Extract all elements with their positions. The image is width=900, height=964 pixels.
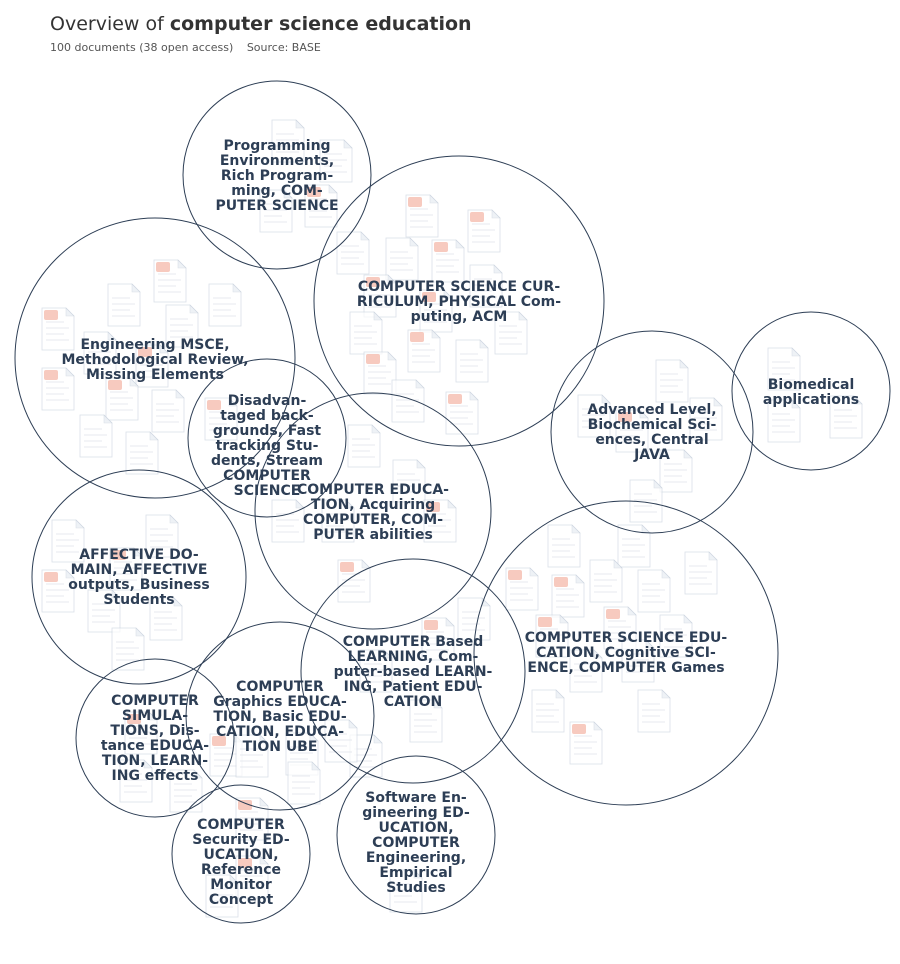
paper-fold [430, 195, 438, 203]
paper-fold [446, 618, 454, 626]
document-count: 100 documents (38 open access) [50, 41, 234, 54]
cluster-label-line: TIONS, Dis- [110, 723, 200, 739]
paper-fold [150, 432, 158, 440]
cluster-label-line: PUTER abilities [313, 527, 433, 543]
cluster-label-line: Graphics EDUCA- [213, 694, 347, 710]
paper-icon [42, 368, 74, 410]
paper-fold [480, 340, 488, 348]
paper-fold [416, 380, 424, 388]
cluster-label [297, 482, 449, 543]
cluster-label-line: COMPUTER [372, 835, 460, 851]
cluster-label-line: TION, Acquiring [310, 497, 436, 513]
paper-icon [364, 352, 396, 394]
paper-fold [233, 284, 241, 292]
cluster-label-line: COMPUTER, COM- [303, 512, 443, 528]
paper-fold [410, 238, 418, 246]
paper-icon [638, 570, 670, 612]
paper-fold [572, 525, 580, 533]
paper-fold [456, 240, 464, 248]
cluster-label-line: MAIN, AFFECTIVE [70, 562, 208, 578]
cluster-label-line: ENCE, COMPUTER Games [527, 660, 725, 676]
cluster-label-line: ences, Central [595, 432, 709, 448]
open-access-icon [434, 242, 448, 252]
paper-fold [556, 690, 564, 698]
paper-icon [337, 232, 369, 274]
paper-fold [176, 390, 184, 398]
cluster-biomedical[interactable] [732, 312, 890, 470]
cluster-software-engineering[interactable] [337, 756, 495, 914]
open-access-icon [554, 577, 568, 587]
cluster-label [334, 634, 493, 710]
paper-icon [338, 560, 370, 602]
paper-fold [662, 690, 670, 698]
paper-icon [570, 722, 602, 764]
cluster-label [525, 630, 728, 676]
paper-fold [178, 260, 186, 268]
cluster-label-line: puting, ACM [410, 309, 508, 325]
paper-fold [132, 284, 140, 292]
paper-fold [530, 568, 538, 576]
paper-fold [190, 305, 198, 313]
cluster-label-line: dents, Stream [211, 453, 323, 469]
paper-icon [386, 238, 418, 280]
paper-icon [209, 284, 241, 326]
cluster-label-line: CATION, Cognitive SCI- [536, 645, 716, 661]
cluster-label-line: COMPUTER [111, 693, 199, 709]
paper-fold [684, 615, 692, 623]
paper-fold [329, 185, 337, 193]
paper-fold [344, 140, 352, 148]
cluster-label-line: puter-based LEARN- [333, 664, 493, 680]
cluster-label-line: COMPUTER [236, 679, 324, 695]
paper-fold [361, 232, 369, 240]
paper-fold [136, 628, 144, 636]
paper-icon [152, 390, 184, 432]
cluster-label-line: Engineering, [365, 850, 467, 866]
title-prefix: Overview of [50, 13, 164, 35]
paper-fold [448, 500, 456, 508]
cluster-label-line: Disadvan- [227, 393, 307, 409]
paper-icon [552, 575, 584, 617]
cluster-label-line: outputs, Business [68, 577, 210, 593]
cluster-label-line: COMPUTER SCIENCE EDU- [524, 630, 728, 646]
paper-fold [388, 352, 396, 360]
paper-icon [408, 330, 440, 372]
paper-icon [106, 378, 138, 420]
paper-icon [432, 240, 464, 282]
paper-icon [350, 312, 382, 354]
paper-fold [492, 210, 500, 218]
paper-fold [662, 570, 670, 578]
cluster-label-line: gineering ED- [362, 805, 470, 821]
paper-icon [532, 690, 564, 732]
open-access-icon [448, 394, 462, 404]
paper-icon [406, 195, 438, 237]
paper-icon [506, 568, 538, 610]
cluster-label-line: grounds, Fast [212, 423, 322, 439]
paper-fold [66, 368, 74, 376]
cluster-label-line: Empirical [379, 865, 453, 881]
paper-icon [468, 210, 500, 252]
cluster-label-line: RICULUM, PHYSICAL Com- [356, 294, 562, 310]
cluster-label [362, 790, 470, 896]
cluster-label-line: COMPUTER EDUCA- [297, 482, 449, 498]
paper-icon [590, 560, 622, 602]
cluster-label-line: Studies [386, 880, 446, 896]
paper-fold [709, 552, 717, 560]
cluster-label-line: Security ED- [192, 832, 290, 848]
paper-icon [108, 284, 140, 326]
cluster-label [587, 402, 716, 463]
paper-icon [154, 260, 186, 302]
cluster-label-line: UCATION, [378, 820, 454, 836]
open-access-icon [340, 562, 354, 572]
open-access-icon [408, 197, 422, 207]
paper-fold [372, 425, 380, 433]
cluster-label-line: ING, Patient EDU- [343, 679, 483, 695]
paper-icon [348, 425, 380, 467]
cluster-label-line: Missing Elements [86, 367, 224, 383]
cluster-label-line: Advanced Level, [587, 402, 717, 418]
open-access-icon [44, 310, 58, 320]
paper-fold [417, 460, 425, 468]
open-access-icon [538, 617, 552, 627]
cluster-label [61, 337, 248, 383]
cluster-label-line: Rich Program- [220, 168, 334, 184]
paper-fold [470, 392, 478, 400]
cluster-label-line: Software En- [365, 790, 467, 806]
cluster-label-line: TION, Basic EDU- [213, 709, 347, 725]
paper-fold [628, 607, 636, 615]
cluster-label-line: Engineering MSCE, [80, 337, 230, 353]
cluster-label-line: Biochemical Sci- [587, 417, 717, 433]
cluster-label-line: CATION [383, 694, 443, 710]
open-access-icon [207, 400, 221, 410]
cluster-label-line: CATION, EDUCA- [215, 724, 345, 740]
paper-fold [594, 722, 602, 730]
cluster-label-line: COMPUTER [223, 468, 311, 484]
paper-fold [374, 735, 382, 743]
paper-fold [680, 360, 688, 368]
open-access-icon [606, 609, 620, 619]
cluster-label-line: ING effects [111, 768, 199, 784]
cluster-label [101, 693, 209, 784]
cluster-label-line: TION, LEARN- [101, 753, 209, 769]
cluster-label-line: COMPUTER Based [342, 634, 484, 650]
open-access-icon [44, 572, 58, 582]
open-access-icon [156, 262, 170, 272]
paper-icon [126, 432, 158, 474]
paper-icon [42, 308, 74, 350]
cluster-label [215, 138, 338, 214]
paper-fold [642, 525, 650, 533]
paper-icon [288, 762, 320, 804]
cluster-label-line: Biomedical [767, 377, 855, 393]
open-access-icon [410, 332, 424, 342]
open-access-icon [44, 370, 58, 380]
paper-fold [76, 520, 84, 528]
paper-icon [456, 340, 488, 382]
paper-fold [494, 265, 502, 273]
cluster-label-line: tracking Stu- [215, 438, 319, 454]
open-access-icon [470, 212, 484, 222]
cluster-label-line: tance EDUCA- [100, 738, 210, 754]
cluster-label-line: TION UBE [242, 739, 318, 755]
cluster-label-line: LEARNING, Com- [347, 649, 479, 665]
open-access-icon [424, 620, 438, 630]
cluster-label-line: AFFECTIVE DO- [79, 547, 199, 563]
paper-fold [170, 515, 178, 523]
paper-fold [519, 312, 527, 320]
paper-fold [362, 560, 370, 568]
cluster-label-line: Monitor [210, 877, 272, 893]
cluster-label-line: applications [762, 392, 860, 408]
cluster-label-line: Environments, [219, 153, 335, 169]
paper-fold [684, 450, 692, 458]
paper-icon [638, 690, 670, 732]
cluster-label [357, 279, 561, 325]
cluster-label-line: COMPUTER SCIENCE CUR- [357, 279, 561, 295]
open-access-icon [508, 570, 522, 580]
cluster-label-line: PUTER SCIENCE [215, 198, 339, 214]
paper-icon [685, 552, 717, 594]
cluster-label-line: Methodological Review, [61, 352, 249, 368]
cluster-label-line: Reference [200, 862, 282, 878]
cluster-label [763, 377, 859, 408]
paper-fold [792, 348, 800, 356]
paper-fold [296, 500, 304, 508]
cluster-label-line: taged back- [220, 408, 314, 424]
cluster-label-line: Programming [223, 138, 331, 154]
cluster-computer-graphics[interactable] [186, 622, 374, 810]
paper-icon [656, 360, 688, 402]
paper-icon [80, 415, 112, 457]
cluster-label-line: SIMULA- [121, 708, 189, 724]
cluster-label-line: JAVA [634, 447, 670, 463]
paper-fold [296, 120, 304, 128]
open-access-icon [572, 724, 586, 734]
cluster-label-line: Students [103, 592, 175, 608]
paper-fold [349, 720, 357, 728]
open-access-icon [366, 354, 380, 364]
cluster-label-line: ming, COM- [231, 183, 323, 199]
paper-fold [174, 598, 182, 606]
data-source: Source: BASE [246, 41, 321, 54]
paper-icon [446, 392, 478, 434]
paper-fold [66, 308, 74, 316]
cluster-label-line: SCIENCE [233, 483, 301, 499]
paper-fold [260, 798, 268, 806]
paper-fold [576, 575, 584, 583]
cluster-label-line: COMPUTER [197, 817, 285, 833]
title-topic: computer science education [169, 13, 472, 35]
cluster-label-line: UCATION, [203, 847, 279, 863]
paper-icon [392, 380, 424, 422]
cluster-label-line: Concept [208, 892, 274, 908]
paper-icon [272, 500, 304, 542]
paper-icon [548, 525, 580, 567]
